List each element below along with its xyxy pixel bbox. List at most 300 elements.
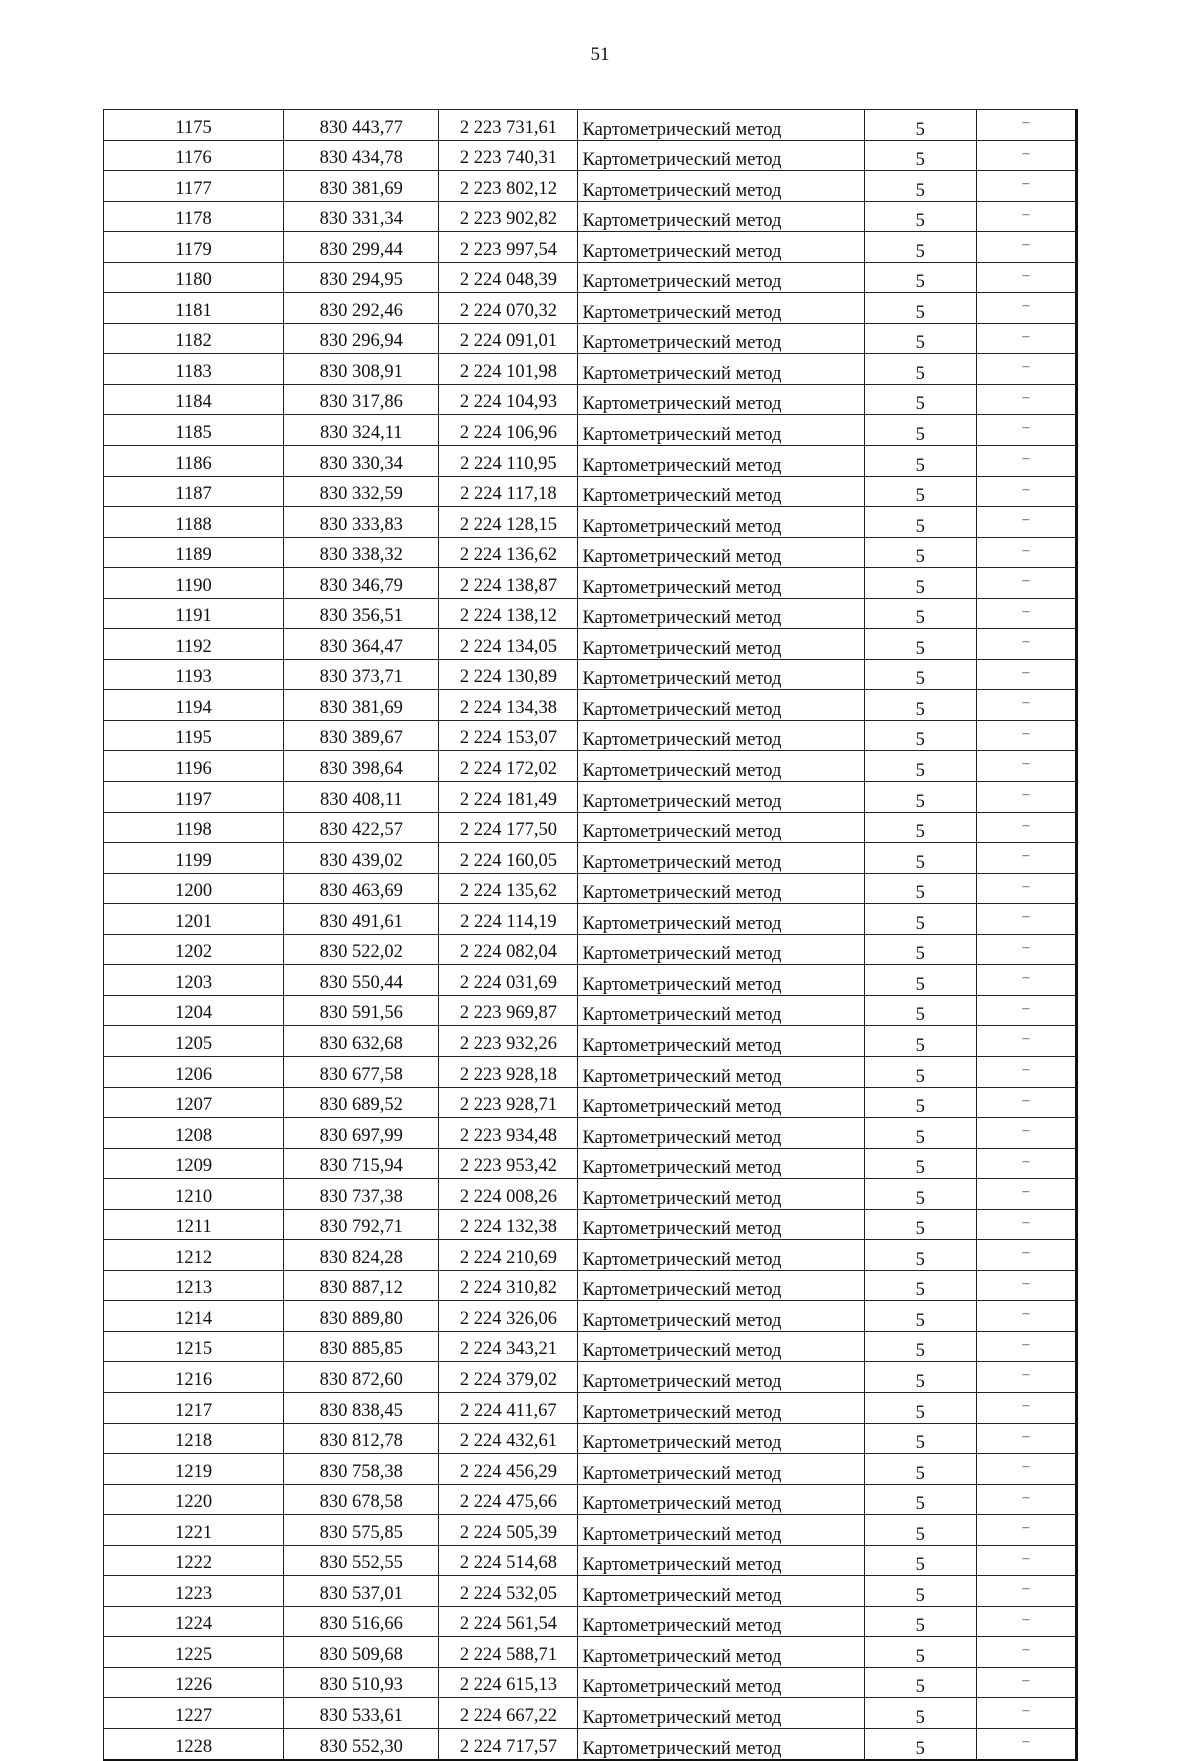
x-coordinate-cell: 830 516,66	[284, 1606, 439, 1637]
point-number-cell: 1224	[104, 1606, 284, 1637]
note-cell: –	[976, 1698, 1076, 1729]
table-row	[104, 446, 1077, 477]
x-coordinate-cell: 830 550,44	[284, 965, 439, 996]
y-coordinate-cell: 2 224 106,96	[439, 415, 578, 446]
y-coordinate-cell: 2 224 117,18	[439, 476, 578, 507]
point-number-cell: 1192	[104, 629, 284, 660]
table-row	[104, 1209, 1077, 1240]
y-coordinate-cell: 2 224 048,39	[439, 262, 578, 293]
accuracy-cell: 5	[864, 354, 976, 385]
y-coordinate-cell: 2 223 731,61	[439, 110, 578, 141]
note-cell: –	[976, 1667, 1076, 1698]
table-row	[104, 1362, 1077, 1393]
table-row	[104, 904, 1077, 935]
x-coordinate-cell: 830 292,46	[284, 293, 439, 324]
accuracy-cell: 5	[864, 537, 976, 568]
method-cell: Картометрический метод	[578, 751, 864, 782]
method-cell: Картометрический метод	[578, 507, 864, 538]
method-cell: Картометрический метод	[578, 1728, 864, 1759]
point-number-cell: 1179	[104, 232, 284, 263]
y-coordinate-cell: 2 224 532,05	[439, 1576, 578, 1607]
table-row	[104, 1240, 1077, 1271]
method-cell: Картометрический метод	[578, 1209, 864, 1240]
note-cell: –	[976, 1606, 1076, 1637]
point-number-cell: 1193	[104, 659, 284, 690]
y-coordinate-cell: 2 224 082,04	[439, 934, 578, 965]
point-number-cell: 1212	[104, 1240, 284, 1271]
note-cell: –	[976, 629, 1076, 660]
y-coordinate-cell: 2 224 153,07	[439, 720, 578, 751]
y-coordinate-cell: 2 224 181,49	[439, 782, 578, 813]
y-coordinate-cell: 2 224 101,98	[439, 354, 578, 385]
method-cell: Картометрический метод	[578, 1148, 864, 1179]
accuracy-cell: 5	[864, 476, 976, 507]
point-number-cell: 1219	[104, 1454, 284, 1485]
accuracy-cell: 5	[864, 1056, 976, 1087]
table-row	[104, 323, 1077, 354]
accuracy-cell: 5	[864, 171, 976, 202]
table-row	[104, 1454, 1077, 1485]
accuracy-cell: 5	[864, 934, 976, 965]
table-row	[104, 354, 1077, 385]
method-cell: Картометрический метод	[578, 1423, 864, 1454]
x-coordinate-cell: 830 317,86	[284, 384, 439, 415]
accuracy-cell: 5	[864, 1484, 976, 1515]
coordinates-table-body	[104, 110, 1077, 1760]
y-coordinate-cell: 2 224 135,62	[439, 873, 578, 904]
table-row	[104, 598, 1077, 629]
note-cell: –	[976, 1484, 1076, 1515]
accuracy-cell: 5	[864, 323, 976, 354]
method-cell: Картометрический метод	[578, 598, 864, 629]
table-row	[104, 415, 1077, 446]
x-coordinate-cell: 830 510,93	[284, 1667, 439, 1698]
method-cell: Картометрический метод	[578, 1270, 864, 1301]
method-cell: Картометрический метод	[578, 1240, 864, 1271]
point-number-cell: 1216	[104, 1362, 284, 1393]
accuracy-cell: 5	[864, 1209, 976, 1240]
table-row	[104, 1545, 1077, 1576]
y-coordinate-cell: 2 224 343,21	[439, 1331, 578, 1362]
table-row	[104, 262, 1077, 293]
point-number-cell: 1177	[104, 171, 284, 202]
accuracy-cell: 5	[864, 232, 976, 263]
accuracy-cell: 5	[864, 1576, 976, 1607]
table-row	[104, 1056, 1077, 1087]
table-row	[104, 140, 1077, 171]
point-number-cell: 1226	[104, 1667, 284, 1698]
x-coordinate-cell: 830 758,38	[284, 1454, 439, 1485]
point-number-cell: 1201	[104, 904, 284, 935]
method-cell: Картометрический метод	[578, 1362, 864, 1393]
y-coordinate-cell: 2 224 128,15	[439, 507, 578, 538]
accuracy-cell: 5	[864, 995, 976, 1026]
page-number: 51	[590, 44, 610, 65]
method-cell: Картометрический метод	[578, 690, 864, 721]
y-coordinate-cell: 2 223 928,71	[439, 1087, 578, 1118]
note-cell: –	[976, 1728, 1076, 1759]
note-cell: –	[976, 598, 1076, 629]
table-row	[104, 110, 1077, 141]
note-cell: –	[976, 1118, 1076, 1149]
accuracy-cell: 5	[864, 446, 976, 477]
table-row	[104, 568, 1077, 599]
note-cell: –	[976, 1301, 1076, 1332]
note-cell: –	[976, 904, 1076, 935]
x-coordinate-cell: 830 346,79	[284, 568, 439, 599]
method-cell: Картометрический метод	[578, 537, 864, 568]
table-row	[104, 201, 1077, 232]
note-cell: –	[976, 1515, 1076, 1546]
table-row	[104, 1179, 1077, 1210]
note-cell: –	[976, 1545, 1076, 1576]
point-number-cell: 1210	[104, 1179, 284, 1210]
note-cell: –	[976, 476, 1076, 507]
method-cell: Картометрический метод	[578, 568, 864, 599]
method-cell: Картометрический метод	[578, 1056, 864, 1087]
method-cell: Картометрический метод	[578, 1454, 864, 1485]
y-coordinate-cell: 2 224 475,66	[439, 1484, 578, 1515]
y-coordinate-cell: 2 224 070,32	[439, 293, 578, 324]
x-coordinate-cell: 830 537,01	[284, 1576, 439, 1607]
table-row	[104, 1026, 1077, 1057]
y-coordinate-cell: 2 223 802,12	[439, 171, 578, 202]
note-cell: –	[976, 873, 1076, 904]
method-cell: Картометрический метод	[578, 1606, 864, 1637]
accuracy-cell: 5	[864, 751, 976, 782]
table-row	[104, 812, 1077, 843]
x-coordinate-cell: 830 364,47	[284, 629, 439, 660]
x-coordinate-cell: 830 689,52	[284, 1087, 439, 1118]
point-number-cell: 1211	[104, 1209, 284, 1240]
y-coordinate-cell: 2 224 379,02	[439, 1362, 578, 1393]
point-number-cell: 1200	[104, 873, 284, 904]
note-cell: –	[976, 1423, 1076, 1454]
table-row	[104, 384, 1077, 415]
point-number-cell: 1182	[104, 323, 284, 354]
y-coordinate-cell: 2 224 130,89	[439, 659, 578, 690]
point-number-cell: 1202	[104, 934, 284, 965]
accuracy-cell: 5	[864, 720, 976, 751]
x-coordinate-cell: 830 373,71	[284, 659, 439, 690]
note-cell: –	[976, 995, 1076, 1026]
note-cell: –	[976, 201, 1076, 232]
y-coordinate-cell: 2 224 172,02	[439, 751, 578, 782]
y-coordinate-cell: 2 224 134,38	[439, 690, 578, 721]
x-coordinate-cell: 830 389,67	[284, 720, 439, 751]
x-coordinate-cell: 830 591,56	[284, 995, 439, 1026]
note-cell: –	[976, 354, 1076, 385]
note-cell: –	[976, 843, 1076, 874]
x-coordinate-cell: 830 308,91	[284, 354, 439, 385]
method-cell: Картометрический метод	[578, 293, 864, 324]
y-coordinate-cell: 2 224 588,71	[439, 1637, 578, 1668]
x-coordinate-cell: 830 463,69	[284, 873, 439, 904]
y-coordinate-cell: 2 223 969,87	[439, 995, 578, 1026]
y-coordinate-cell: 2 224 134,05	[439, 629, 578, 660]
table-row	[104, 1667, 1077, 1698]
y-coordinate-cell: 2 223 928,18	[439, 1056, 578, 1087]
note-cell: –	[976, 507, 1076, 538]
accuracy-cell: 5	[864, 1667, 976, 1698]
note-cell: –	[976, 782, 1076, 813]
point-number-cell: 1176	[104, 140, 284, 171]
note-cell: –	[976, 537, 1076, 568]
point-number-cell: 1206	[104, 1056, 284, 1087]
y-coordinate-cell: 2 223 902,82	[439, 201, 578, 232]
table-row	[104, 629, 1077, 660]
accuracy-cell: 5	[864, 1026, 976, 1057]
y-coordinate-cell: 2 224 432,61	[439, 1423, 578, 1454]
method-cell: Картометрический метод	[578, 1576, 864, 1607]
y-coordinate-cell: 2 224 132,38	[439, 1209, 578, 1240]
accuracy-cell: 5	[864, 262, 976, 293]
note-cell: –	[976, 1270, 1076, 1301]
x-coordinate-cell: 830 381,69	[284, 171, 439, 202]
table-row	[104, 507, 1077, 538]
accuracy-cell: 5	[864, 1087, 976, 1118]
x-coordinate-cell: 830 838,45	[284, 1392, 439, 1423]
accuracy-cell: 5	[864, 1454, 976, 1485]
table-row	[104, 720, 1077, 751]
method-cell: Картометрический метод	[578, 1515, 864, 1546]
method-cell: Картометрический метод	[578, 934, 864, 965]
point-number-cell: 1209	[104, 1148, 284, 1179]
table-row	[104, 1728, 1077, 1759]
accuracy-cell: 5	[864, 1148, 976, 1179]
method-cell: Картометрический метод	[578, 476, 864, 507]
accuracy-cell: 5	[864, 1331, 976, 1362]
note-cell: –	[976, 1026, 1076, 1057]
x-coordinate-cell: 830 422,57	[284, 812, 439, 843]
point-number-cell: 1214	[104, 1301, 284, 1332]
method-cell: Картометрический метод	[578, 1637, 864, 1668]
x-coordinate-cell: 830 324,11	[284, 415, 439, 446]
point-number-cell: 1218	[104, 1423, 284, 1454]
point-number-cell: 1220	[104, 1484, 284, 1515]
x-coordinate-cell: 830 338,32	[284, 537, 439, 568]
x-coordinate-cell: 830 715,94	[284, 1148, 439, 1179]
point-number-cell: 1228	[104, 1728, 284, 1759]
point-number-cell: 1221	[104, 1515, 284, 1546]
x-coordinate-cell: 830 889,80	[284, 1301, 439, 1332]
table-row	[104, 1331, 1077, 1362]
accuracy-cell: 5	[864, 1118, 976, 1149]
y-coordinate-cell: 2 224 008,26	[439, 1179, 578, 1210]
table-row	[104, 843, 1077, 874]
method-cell: Картометрический метод	[578, 1484, 864, 1515]
x-coordinate-cell: 830 677,58	[284, 1056, 439, 1087]
point-number-cell: 1199	[104, 843, 284, 874]
method-cell: Картометрический метод	[578, 1392, 864, 1423]
method-cell: Картометрический метод	[578, 965, 864, 996]
point-number-cell: 1204	[104, 995, 284, 1026]
y-coordinate-cell: 2 224 717,57	[439, 1728, 578, 1759]
note-cell: –	[976, 293, 1076, 324]
method-cell: Картометрический метод	[578, 262, 864, 293]
x-coordinate-cell: 830 434,78	[284, 140, 439, 171]
y-coordinate-cell: 2 224 031,69	[439, 965, 578, 996]
accuracy-cell: 5	[864, 293, 976, 324]
note-cell: –	[976, 1148, 1076, 1179]
x-coordinate-cell: 830 575,85	[284, 1515, 439, 1546]
table-row	[104, 659, 1077, 690]
x-coordinate-cell: 830 533,61	[284, 1698, 439, 1729]
accuracy-cell: 5	[864, 1698, 976, 1729]
accuracy-cell: 5	[864, 659, 976, 690]
accuracy-cell: 5	[864, 1515, 976, 1546]
method-cell: Картометрический метод	[578, 659, 864, 690]
y-coordinate-cell: 2 223 932,26	[439, 1026, 578, 1057]
y-coordinate-cell: 2 224 514,68	[439, 1545, 578, 1576]
note-cell: –	[976, 1392, 1076, 1423]
point-number-cell: 1208	[104, 1118, 284, 1149]
y-coordinate-cell: 2 224 561,54	[439, 1606, 578, 1637]
x-coordinate-cell: 830 792,71	[284, 1209, 439, 1240]
point-number-cell: 1215	[104, 1331, 284, 1362]
accuracy-cell: 5	[864, 140, 976, 171]
point-number-cell: 1185	[104, 415, 284, 446]
y-coordinate-cell: 2 224 138,12	[439, 598, 578, 629]
x-coordinate-cell: 830 872,60	[284, 1362, 439, 1393]
method-cell: Картометрический метод	[578, 1026, 864, 1057]
note-cell: –	[976, 812, 1076, 843]
accuracy-cell: 5	[864, 110, 976, 141]
x-coordinate-cell: 830 299,44	[284, 232, 439, 263]
x-coordinate-cell: 830 381,69	[284, 690, 439, 721]
note-cell: –	[976, 720, 1076, 751]
point-number-cell: 1186	[104, 446, 284, 477]
method-cell: Картометрический метод	[578, 110, 864, 141]
x-coordinate-cell: 830 632,68	[284, 1026, 439, 1057]
y-coordinate-cell: 2 224 310,82	[439, 1270, 578, 1301]
x-coordinate-cell: 830 522,02	[284, 934, 439, 965]
table-row	[104, 1392, 1077, 1423]
x-coordinate-cell: 830 697,99	[284, 1118, 439, 1149]
y-coordinate-cell: 2 223 740,31	[439, 140, 578, 171]
point-number-cell: 1184	[104, 384, 284, 415]
coordinates-table	[103, 109, 1078, 1761]
note-cell: –	[976, 1056, 1076, 1087]
method-cell: Картометрический метод	[578, 812, 864, 843]
note-cell: –	[976, 659, 1076, 690]
x-coordinate-cell: 830 331,34	[284, 201, 439, 232]
accuracy-cell: 5	[864, 507, 976, 538]
y-coordinate-cell: 2 224 138,87	[439, 568, 578, 599]
x-coordinate-cell: 830 408,11	[284, 782, 439, 813]
note-cell: –	[976, 384, 1076, 415]
accuracy-cell: 5	[864, 629, 976, 660]
method-cell: Картометрический метод	[578, 1667, 864, 1698]
x-coordinate-cell: 830 812,78	[284, 1423, 439, 1454]
y-coordinate-cell: 2 224 411,67	[439, 1392, 578, 1423]
point-number-cell: 1213	[104, 1270, 284, 1301]
table-row	[104, 1148, 1077, 1179]
method-cell: Картометрический метод	[578, 629, 864, 660]
x-coordinate-cell: 830 356,51	[284, 598, 439, 629]
x-coordinate-cell: 830 737,38	[284, 1179, 439, 1210]
note-cell: –	[976, 1087, 1076, 1118]
method-cell: Картометрический метод	[578, 1545, 864, 1576]
table-row	[104, 1606, 1077, 1637]
method-cell: Картометрический метод	[578, 201, 864, 232]
method-cell: Картометрический метод	[578, 720, 864, 751]
table-row	[104, 1698, 1077, 1729]
point-number-cell: 1178	[104, 201, 284, 232]
method-cell: Картометрический метод	[578, 843, 864, 874]
table-row	[104, 293, 1077, 324]
method-cell: Картометрический метод	[578, 904, 864, 935]
method-cell: Картометрический метод	[578, 995, 864, 1026]
table-row	[104, 873, 1077, 904]
x-coordinate-cell: 830 887,12	[284, 1270, 439, 1301]
note-cell: –	[976, 934, 1076, 965]
method-cell: Картометрический метод	[578, 446, 864, 477]
x-coordinate-cell: 830 296,94	[284, 323, 439, 354]
y-coordinate-cell: 2 223 953,42	[439, 1148, 578, 1179]
y-coordinate-cell: 2 224 456,29	[439, 1454, 578, 1485]
note-cell: –	[976, 323, 1076, 354]
point-number-cell: 1191	[104, 598, 284, 629]
note-cell: –	[976, 1240, 1076, 1271]
x-coordinate-cell: 830 824,28	[284, 1240, 439, 1271]
point-number-cell: 1194	[104, 690, 284, 721]
accuracy-cell: 5	[864, 1423, 976, 1454]
x-coordinate-cell: 830 294,95	[284, 262, 439, 293]
method-cell: Картометрический метод	[578, 1179, 864, 1210]
accuracy-cell: 5	[864, 1179, 976, 1210]
method-cell: Картометрический метод	[578, 140, 864, 171]
table-row	[104, 934, 1077, 965]
x-coordinate-cell: 830 439,02	[284, 843, 439, 874]
method-cell: Картометрический метод	[578, 1087, 864, 1118]
note-cell: –	[976, 110, 1076, 141]
table-row	[104, 1118, 1077, 1149]
note-cell: –	[976, 1331, 1076, 1362]
accuracy-cell: 5	[864, 843, 976, 874]
x-coordinate-cell: 830 330,34	[284, 446, 439, 477]
table-row	[104, 1423, 1077, 1454]
method-cell: Картометрический метод	[578, 873, 864, 904]
accuracy-cell: 5	[864, 384, 976, 415]
point-number-cell: 1205	[104, 1026, 284, 1057]
point-number-cell: 1196	[104, 751, 284, 782]
accuracy-cell: 5	[864, 1270, 976, 1301]
point-number-cell: 1207	[104, 1087, 284, 1118]
note-cell: –	[976, 1576, 1076, 1607]
accuracy-cell: 5	[864, 690, 976, 721]
method-cell: Картометрический метод	[578, 415, 864, 446]
note-cell: –	[976, 965, 1076, 996]
accuracy-cell: 5	[864, 201, 976, 232]
table-row	[104, 965, 1077, 996]
point-number-cell: 1180	[104, 262, 284, 293]
table-row	[104, 1301, 1077, 1332]
method-cell: Картометрический метод	[578, 1331, 864, 1362]
y-coordinate-cell: 2 224 104,93	[439, 384, 578, 415]
note-cell: –	[976, 751, 1076, 782]
point-number-cell: 1217	[104, 1392, 284, 1423]
method-cell: Картометрический метод	[578, 1698, 864, 1729]
point-number-cell: 1198	[104, 812, 284, 843]
note-cell: –	[976, 1209, 1076, 1240]
accuracy-cell: 5	[864, 1240, 976, 1271]
accuracy-cell: 5	[864, 812, 976, 843]
accuracy-cell: 5	[864, 782, 976, 813]
note-cell: –	[976, 415, 1076, 446]
point-number-cell: 1187	[104, 476, 284, 507]
note-cell: –	[976, 171, 1076, 202]
